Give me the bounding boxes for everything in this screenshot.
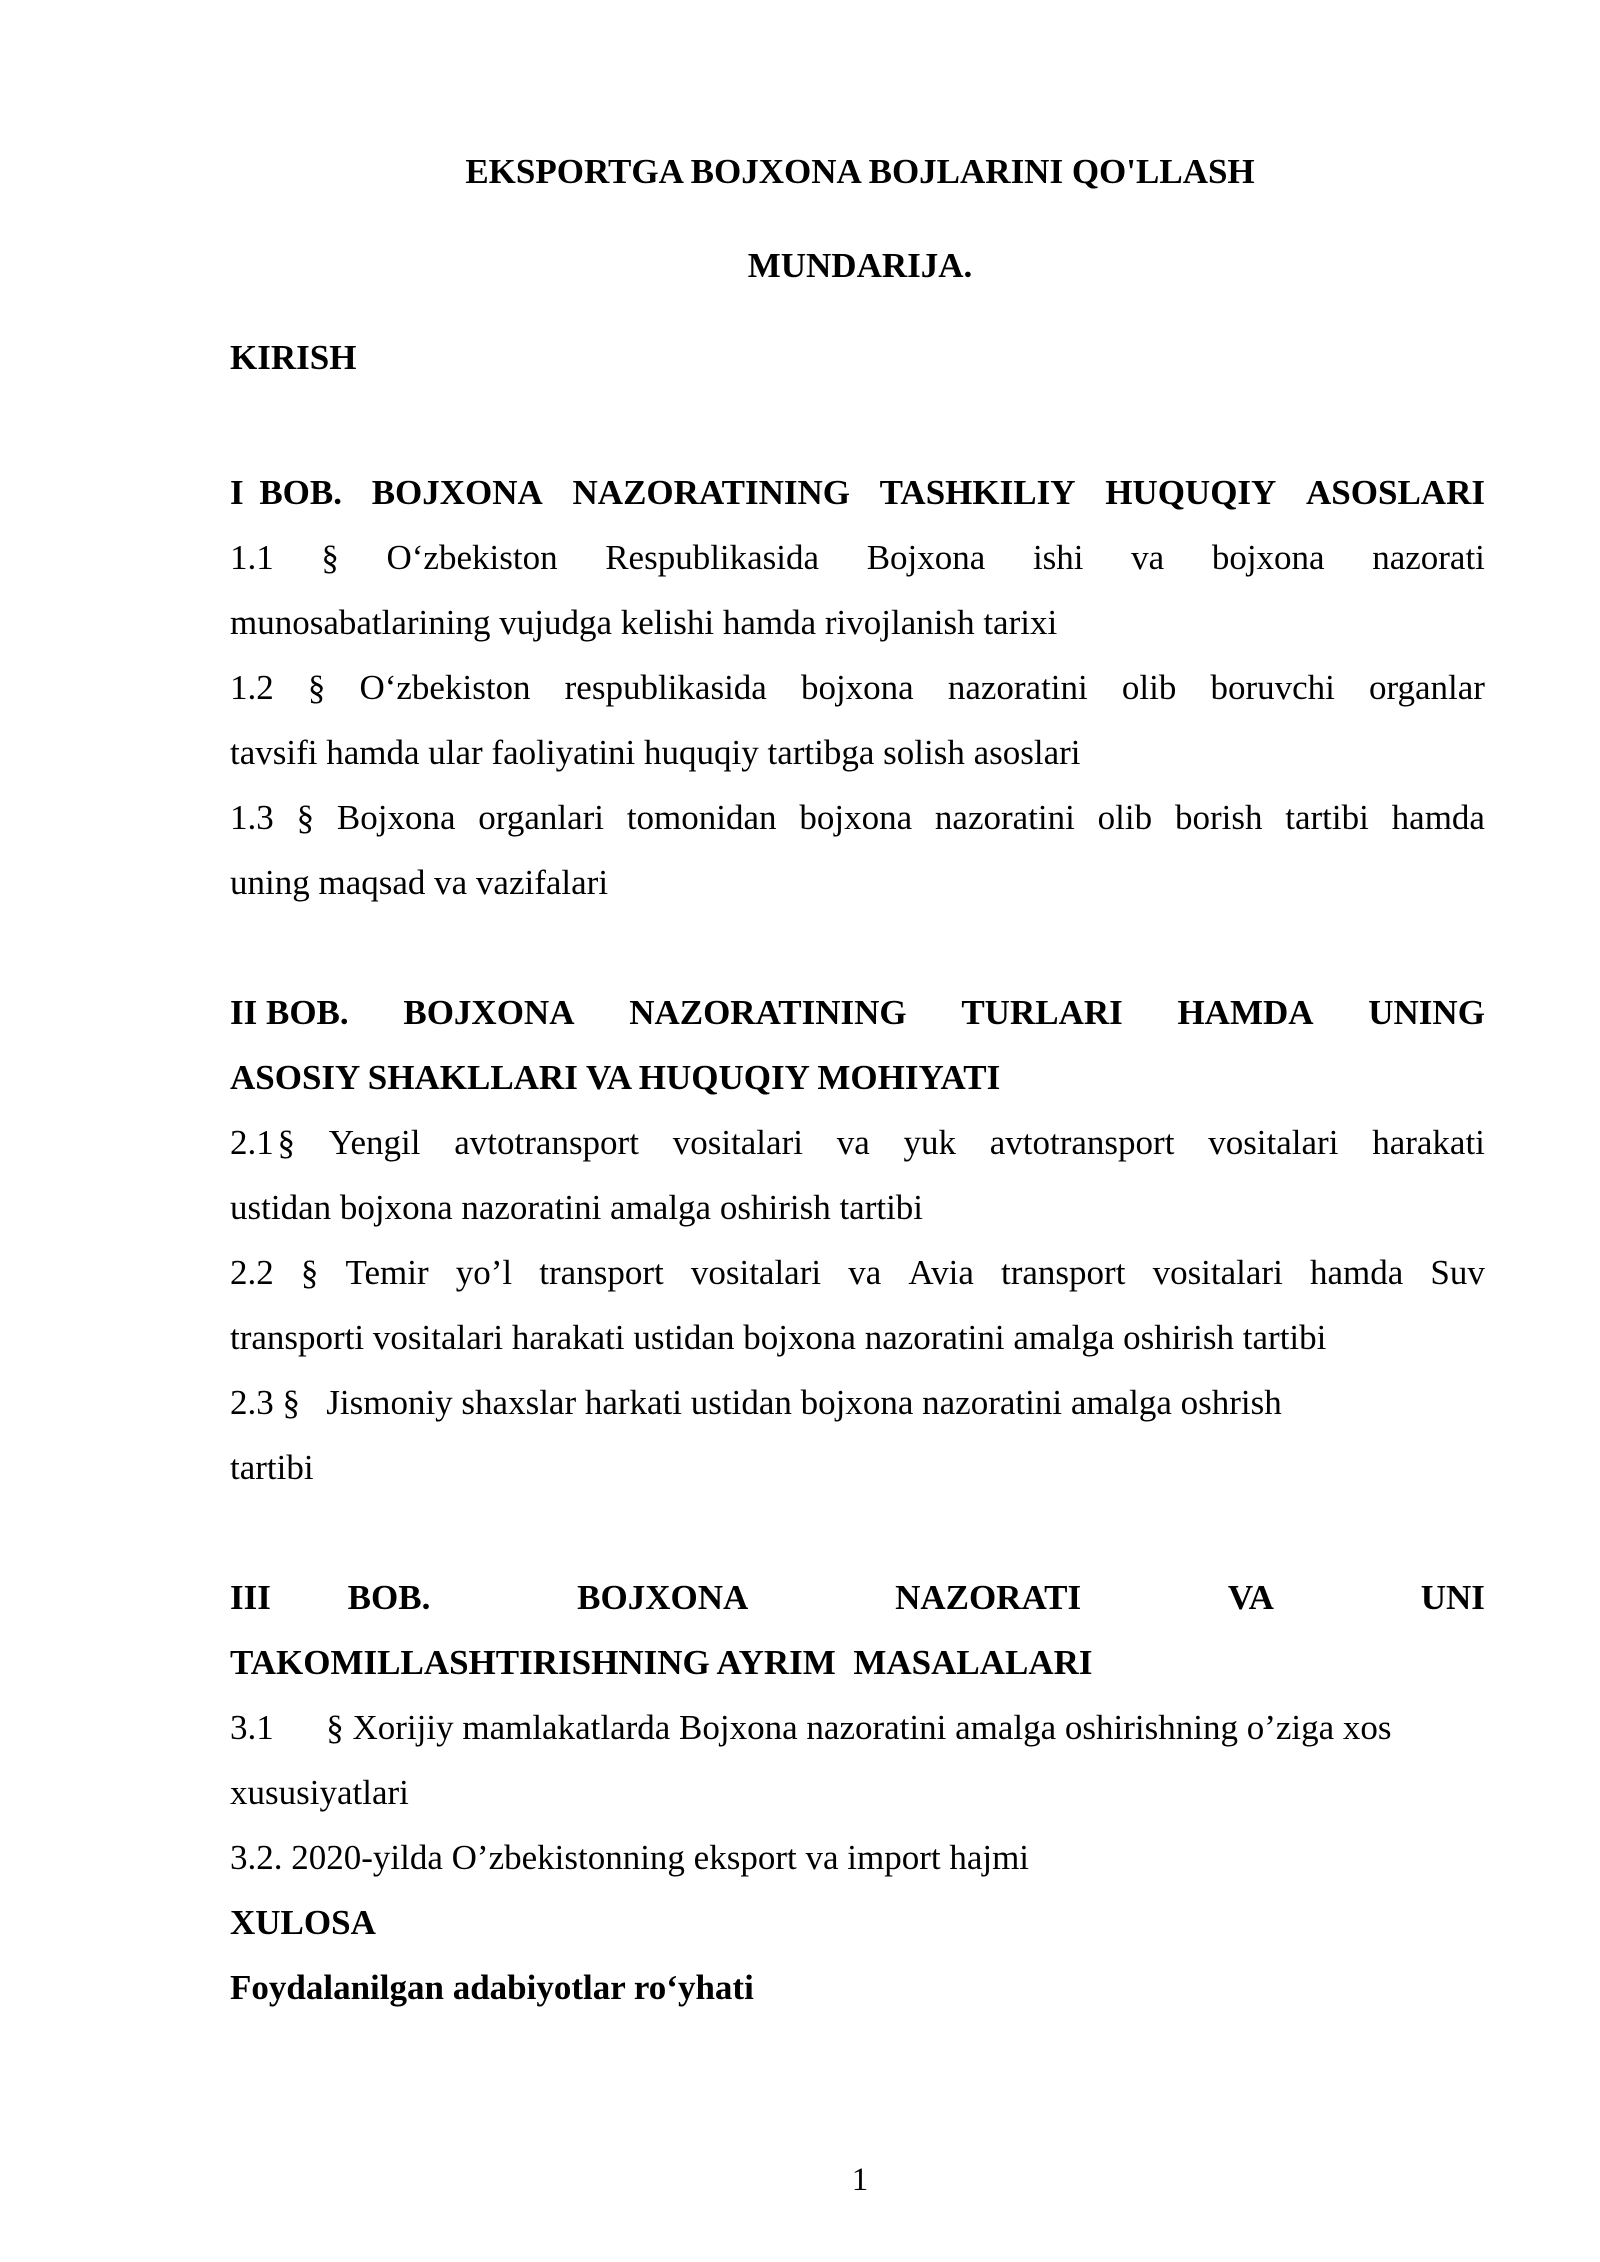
toc-section-1-1: 1.1 § O‘zbekiston Respublikasida Bojxona ishi va bojxona nazorati [230, 538, 1485, 577]
chapter-2-heading-cont: ASOSIY SHAKLLARI VA HUQUQIY MOHIYATI [230, 1058, 1001, 1097]
toc-conclusion: XULOSA [230, 1903, 376, 1942]
chapter-3-heading: III BOB. BOJXONA NAZORATI VA UNI [230, 1578, 1485, 1617]
toc-section-2-2: 2.2 § Temir yo’l transport vositalari va Avia transport vositalari hamda Suv [230, 1253, 1485, 1292]
page-number: 1 [851, 2162, 869, 2198]
contents-heading: MUNDARIJA. [747, 246, 973, 285]
toc-intro: KIRISH [230, 338, 357, 377]
chapter-3-heading-cont: TAKOMILLASHTIRISHNING AYRIM MASALALARI [230, 1643, 1093, 1682]
toc-section-3-2: 3.2. 2020-yilda O’zbekistonning eksport va import hajmi [230, 1838, 1030, 1877]
toc-section-3-1: 3.1 § Xorijiy mamlakatlarda Bojxona nazoratini amalga oshirishning o’ziga xos [230, 1708, 1392, 1747]
toc-section-1-2-cont: tavsifi hamda ular faoliyatini huquqiy tartibga solish asoslari [230, 733, 1081, 772]
document-title: EKSPORTGA BOJXONA BOJLARINI QO'LLASH [465, 152, 1255, 191]
toc-section-2-1-cont: ustidan bojxona nazoratini amalga oshirish tartibi [230, 1188, 924, 1227]
toc-references: Foydalanilgan adabiyotlar ro‘yhati [230, 1968, 754, 2007]
toc-section-1-1-cont: munosabatlarining vujudga kelishi hamda rivojlanish tarixi [230, 603, 1058, 642]
toc-chapter-3 [230, 1565, 1485, 2020]
toc-section-1-3-cont: uning maqsad va vazifalari [230, 863, 609, 902]
toc-section-3-1-cont: xususiyatlari [230, 1773, 409, 1812]
toc-section-1-3: 1.3 § Bojxona organlari tomonidan bojxona nazoratini olib borish tartibi hamda [230, 798, 1485, 837]
toc-chapter-2 [230, 980, 1485, 1500]
toc-section-2-3: 2.3 § Jismoniy shaxslar harkati ustidan bojxona nazoratini amalga oshrish [230, 1383, 1282, 1422]
toc-section-2-2-cont: transporti vositalari harakati ustidan bojxona nazoratini amalga oshirish tartibi [230, 1318, 1327, 1357]
toc-section-2-1: 2.1 § Yengil avtotransport vositalari va yuk avtotransport vositalari harakati [230, 1123, 1485, 1162]
chapter-2-heading: II BOB. BOJXONA NAZORATINING TURLARI HAMDA UNING [230, 993, 1485, 1032]
chapter-1-heading: I BOB. BOJXONA NAZORATINING TASHKILIY HUQUQIY ASOSLARI [230, 473, 1485, 512]
toc-section-1-2: 1.2 § O‘zbekiston respublikasida bojxona nazoratini olib boruvchi organlar [230, 668, 1485, 707]
toc-chapter-1 [230, 460, 1485, 915]
toc-section-2-3-cont: tartibi [230, 1448, 314, 1487]
